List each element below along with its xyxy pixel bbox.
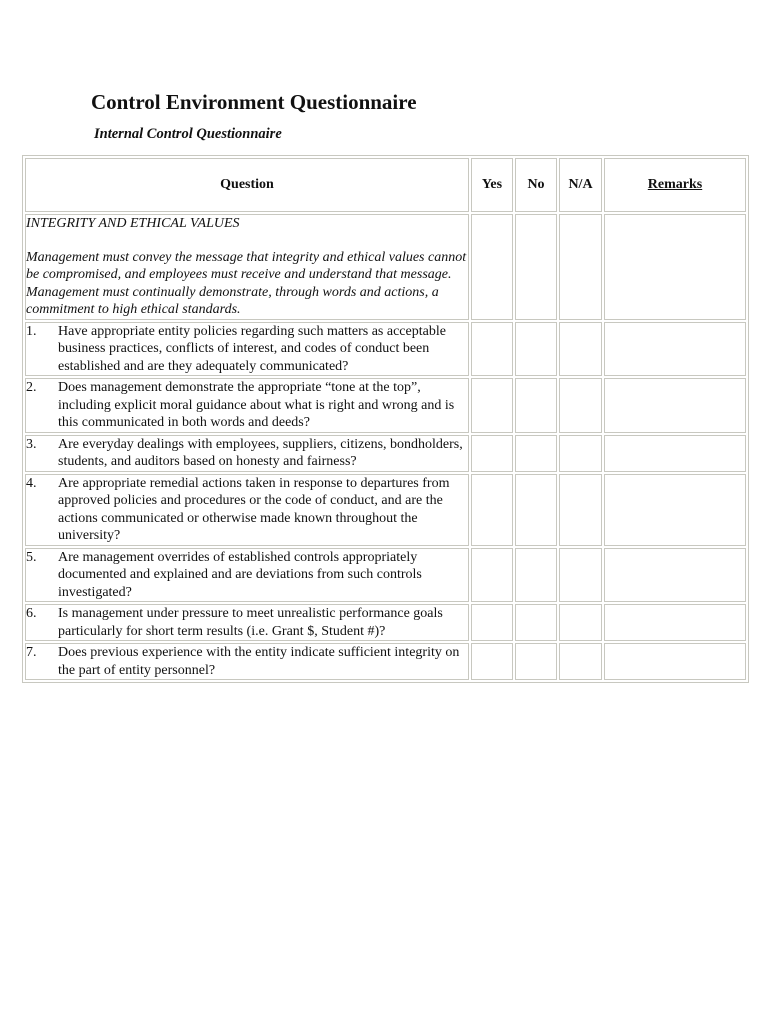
na-cell[interactable]	[559, 435, 602, 472]
question-text: Are management overrides of established controls appropriately documented and explained and are deviations from such controls investigated?	[58, 549, 422, 600]
no-column-header: No	[515, 158, 557, 212]
question-number: 1.	[26, 323, 37, 339]
question-cell	[25, 548, 469, 603]
page-title: Control Environment Questionnaire	[91, 90, 417, 114]
question-cell	[25, 643, 469, 680]
question-number: 7.	[26, 645, 37, 660]
yes-cell[interactable]	[471, 322, 513, 377]
question-text: Is management under pressure to meet unrealistic performance goals particularly for short term results (i.e. Grant $, Student #)?	[58, 606, 443, 639]
question-text: Are appropriate remedial actions taken in response to departures from approved policies and procedures or the code of conduct, and are the actions communicated or otherwise made known throughout the university?	[58, 475, 450, 543]
question-cell	[25, 604, 469, 641]
yes-cell[interactable]	[471, 474, 513, 546]
table-header-row	[25, 158, 746, 212]
question-number: 3.	[26, 436, 37, 452]
question-row	[25, 548, 746, 603]
question-cell	[25, 474, 469, 546]
no-cell[interactable]	[515, 435, 557, 472]
yes-cell[interactable]	[471, 378, 513, 433]
question-row	[25, 604, 746, 641]
no-cell[interactable]	[515, 322, 557, 377]
page-subtitle: Internal Control Questionnaire	[94, 126, 282, 142]
section-cell	[25, 214, 469, 320]
yes-cell[interactable]	[471, 435, 513, 472]
question-cell	[25, 322, 469, 377]
no-cell[interactable]	[515, 474, 557, 546]
section-description: Management must convey the message that integrity and ethical values cannot be compromised, and employees must receive and understand that message. Management must continually demonstrate, through words and actions, a commitment to high ethical standards.	[26, 249, 467, 317]
remarks-column-header	[604, 158, 746, 212]
question-cell	[25, 378, 469, 433]
question-text: Does management demonstrate the appropriate “tone at the top”, including explicit moral guidance about what is right and wrong and is this communicated in both words and deeds?	[58, 380, 455, 430]
question-number: 2.	[26, 380, 37, 395]
remarks-cell[interactable]	[604, 378, 746, 433]
question-text: Are everyday dealings with employees, suppliers, citizens, bondholders, students, and auditors based on honesty and fairness?	[58, 436, 463, 469]
na-cell[interactable]	[559, 604, 602, 641]
question-row	[25, 643, 746, 680]
no-cell[interactable]	[515, 548, 557, 603]
question-row	[25, 378, 746, 433]
question-row	[25, 474, 746, 546]
remarks-cell[interactable]	[604, 322, 746, 377]
remarks-cell[interactable]	[604, 604, 746, 641]
remarks-cell[interactable]	[604, 643, 746, 680]
question-text: Does previous experience with the entity indicate sufficient integrity on the part of entity personnel?	[58, 645, 460, 678]
no-cell[interactable]	[515, 378, 557, 433]
no-cell[interactable]	[515, 604, 557, 641]
section-title: INTEGRITY AND ETHICAL VALUES	[26, 216, 240, 231]
yes-cell[interactable]	[471, 604, 513, 641]
yes-column-header: Yes	[471, 158, 513, 212]
yes-cell[interactable]	[471, 548, 513, 603]
na-cell[interactable]	[559, 322, 602, 377]
no-cell[interactable]	[515, 214, 557, 320]
yes-cell[interactable]	[471, 214, 513, 320]
remarks-cell[interactable]	[604, 474, 746, 546]
remarks-cell[interactable]	[604, 214, 746, 320]
na-cell[interactable]	[559, 474, 602, 546]
yes-cell[interactable]	[471, 643, 513, 680]
na-cell[interactable]	[559, 548, 602, 603]
question-number: 6.	[26, 606, 37, 621]
na-cell[interactable]	[559, 378, 602, 433]
question-column-header: Question	[25, 158, 469, 212]
na-column-header: N/A	[559, 158, 602, 212]
question-text: Have appropriate entity policies regarding such matters as acceptable business practices, conflicts of interest, and codes of conduct been established and are they adequately communicated?	[58, 323, 446, 374]
question-row	[25, 322, 746, 377]
question-number: 4.	[26, 475, 37, 491]
na-cell[interactable]	[559, 643, 602, 680]
question-number: 5.	[26, 549, 37, 565]
na-cell[interactable]	[559, 214, 602, 320]
question-cell	[25, 435, 469, 472]
questionnaire-table	[22, 155, 749, 683]
section-row	[25, 214, 746, 320]
question-row	[25, 435, 746, 472]
remarks-cell[interactable]	[604, 548, 746, 603]
remarks-cell[interactable]	[604, 435, 746, 472]
remarks-header-label: Remarks	[647, 177, 703, 193]
no-cell[interactable]	[515, 643, 557, 680]
